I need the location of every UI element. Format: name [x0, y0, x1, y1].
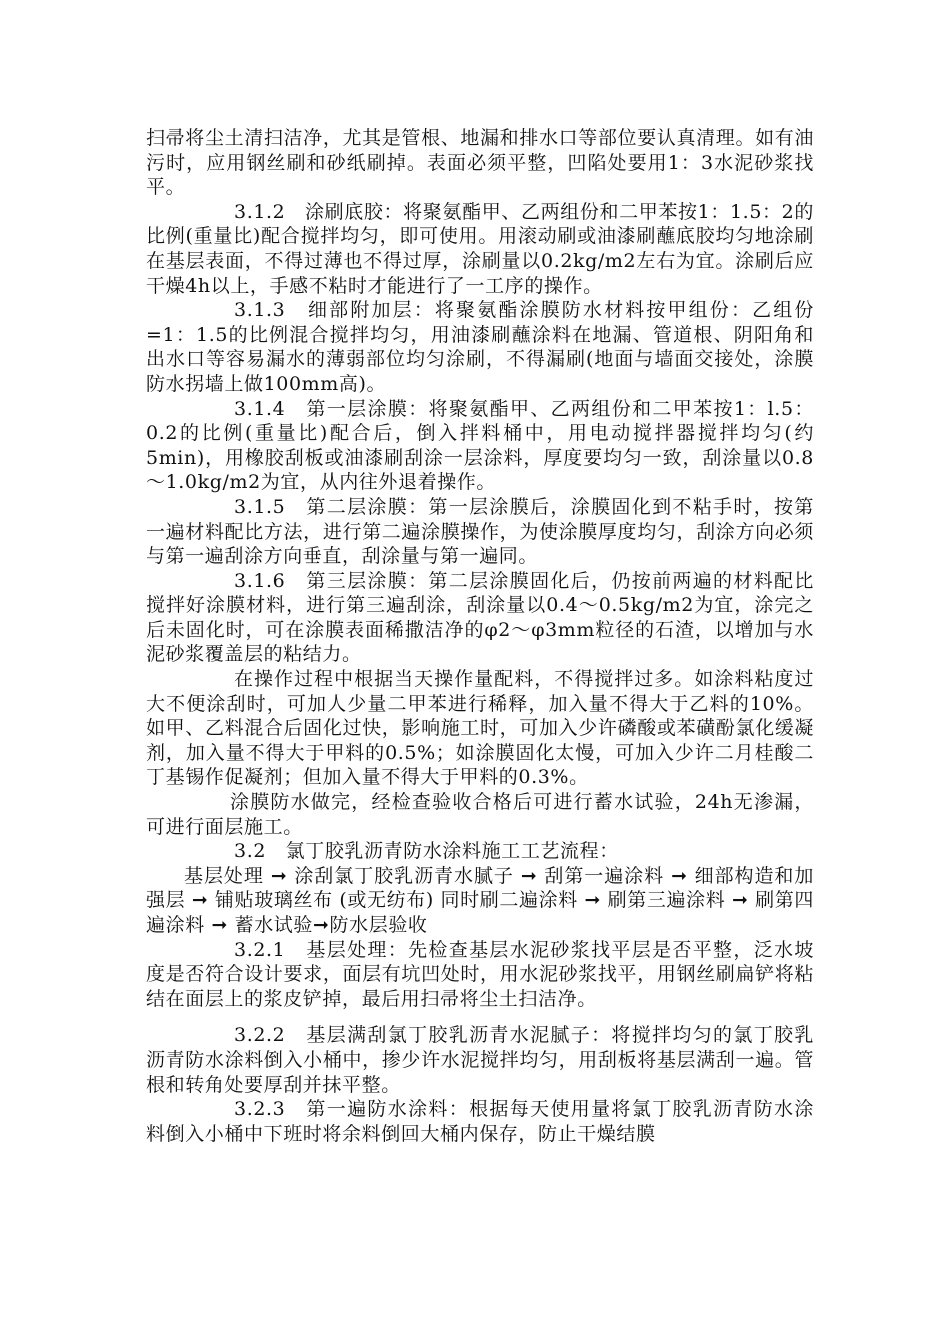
paragraph-3-2-2: 3.2.2 基层满刮氯丁胶乳沥青水泥腻子：将搅拌均匀的氯丁胶乳沥青防水涂料倒入小桶中，掺少许水泥搅拌均匀，用刮板将基层满刮一遍。管根和转角处要厚刮并抹平整。	[146, 1024, 814, 1096]
process-flow: 基层处理 ➞ 涂刮氯丁胶乳沥青水腻子 ➞ 刮第一遍涂料 ➞ 细部构造和加强层 ➞ 铺贴玻璃丝布 (或无纺布) 同时刷二遍涂料 ➞ 刷第三遍涂料 ➞ 刷第四遍涂料 ➞ 蓄水试验➞防水层验收	[146, 864, 814, 936]
paragraph-3-1-3: 3.1.3 细部附加层：将聚氨酯涂膜防水材料按甲组份：乙组份=1：1.5的比例混合搅拌均匀，用油漆刷蘸涂料在地漏、管道根、阴阳角和出水口等容易漏水的薄弱部位均匀涂刷，不得漏刷(地面与墙面交接处，涂膜防水拐墙上做100mm高)。	[146, 299, 814, 395]
document-body	[146, 126, 814, 1146]
paragraph-operation-notes: 在操作过程中根据当天操作量配料，不得搅拌过多。如涂料粘度过大不便涂刮时，可加人少量二甲苯进行稀释，加入量不得大于乙料的10%。如甲、乙料混合后固化过快，影响施工时，可加入少许磷酸或苯磺酚氯化缓凝剂，加入量不得大于甲料的0.5%；如涂膜固化太慢，可加入少许二月桂酸二丁基锡作促凝剂；但加入量不得大于甲料的0.3%。	[146, 668, 814, 789]
paragraph-3-1-5: 3.1.5 第二层涂膜：第一层涂膜后，涂膜固化到不粘手时，按第一遍材料配比方法，进行第二遍涂膜操作，为使涂膜厚度均匀，刮涂方向必须与第一遍刮涂方向垂直，刮涂量与第一遍同。	[146, 495, 814, 568]
paragraph-3-1-2: 3.1.2 涂刷底胶：将聚氨酯甲、乙两组份和二甲苯按1：1.5：2的比例(重量比)配合搅拌均匀，即可使用。用滚动刷或油漆刷蘸底胶均匀地涂刷在基层表面，不得过薄也不得过厚，涂刷量以0.2kg/m2左右为宜。涂刷后应干燥4h以上，手感不粘时才能进行了一工序的操作。	[146, 200, 814, 297]
paragraph-water-test: 涂膜防水做完，经检查验收合格后可进行蓄水试验，24h无渗漏，可进行面层施工。	[146, 791, 814, 838]
paragraph-3-1-6: 3.1.6 第三层涂膜：第二层涂膜固化后，仍按前两遍的材料配比搅拌好涂膜材料，进行第三遍刮涂，刮涂量以0.4～0.5kg/m2为宜，涂完之后未固化时，可在涂膜表面稀撒洁净的φ2～φ3mm粒径的石渣，以增加与水泥砂浆覆盖层的粘结力。	[146, 569, 814, 666]
paragraph-3-2-3: 3.2.3 第一遍防水涂料：根据每天使用量将氯丁胶乳沥青防水涂料倒入小桶中下班时将余料倒回大桶内保存，防止干燥结膜	[146, 1098, 814, 1145]
paragraph-base-cleaning-cont: 扫帚将尘土清扫洁净，尤其是管根、地漏和排水口等部位要认真清理。如有油污时，应用钢丝刷和砂纸刷掉。表面必须平整，凹陷处要用1：3水泥砂浆找平。	[146, 127, 814, 199]
paragraph-3-2-1: 3.2.1 基层处理：先检查基层水泥砂浆找平层是否平整，泛水坡度是否符合设计要求，面层有坑凹处时，用水泥砂浆找平，用钢丝刷扁铲将粘结在面层上的浆皮铲掉，最后用扫帚将尘土扫洁净。	[146, 938, 814, 1010]
paragraph-3-1-4: 3.1.4 第一层涂膜：将聚氨酯甲、乙两组份和二甲苯按1：l.5：0.2的比例(重量比)配合后，倒入拌料桶中，用电动搅拌器搅拌均匀(约5min)，用橡胶刮板或油漆刷刮涂一层涂料，厚度要均匀一致，刮涂量以0.8～1.0kg/m2为宜，从内往外退着操作。	[146, 397, 814, 494]
heading-3-2: 3.2 氯丁胶乳沥青防水涂料施工工艺流程：	[234, 840, 619, 863]
